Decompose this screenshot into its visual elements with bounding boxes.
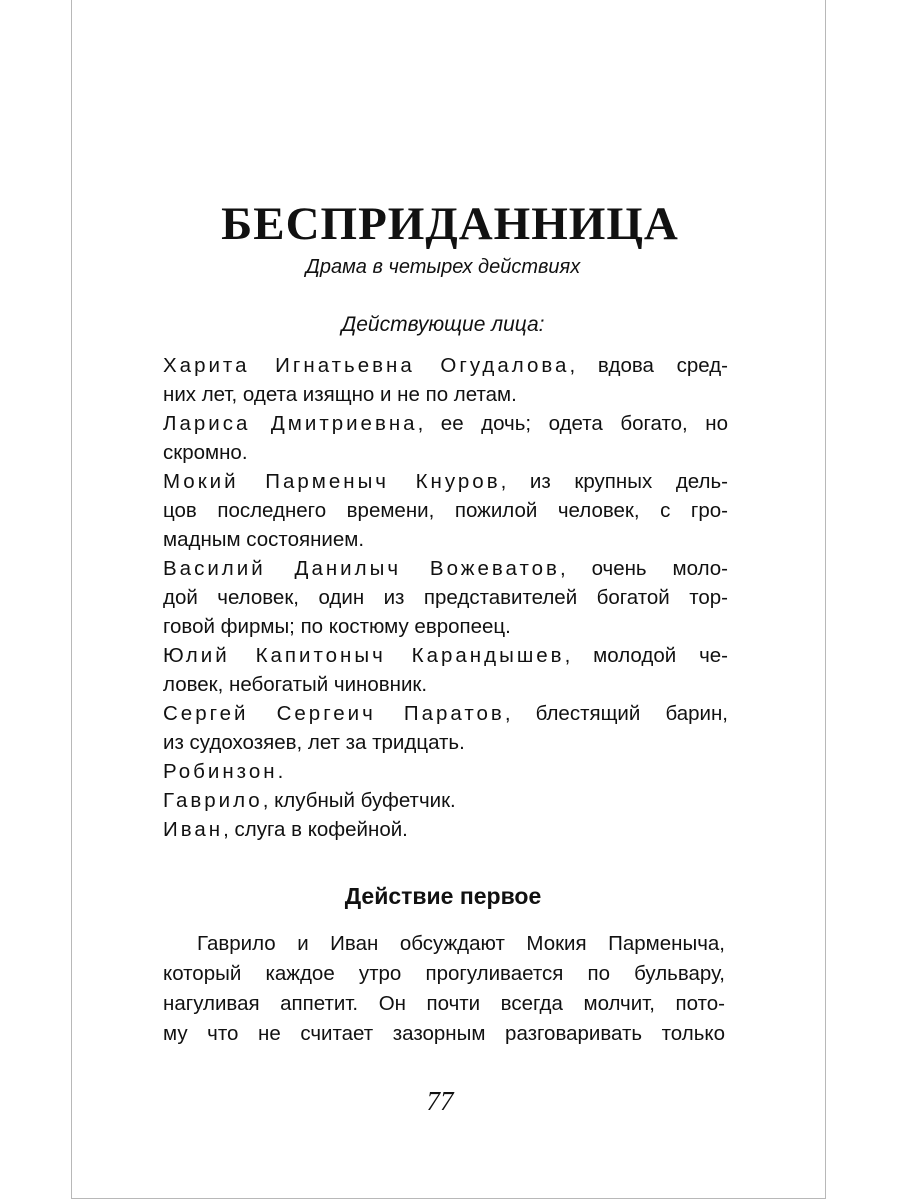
character-name: Иван [163,818,224,841]
cast-entry [163,554,728,641]
character-description: , из крупных дель- [500,470,728,493]
cast-entry [163,757,728,786]
cast-line: скромно. [163,441,248,464]
character-description: , ее дочь; одета богато, но [417,412,728,435]
paragraph-line: нагуливая аппетит. Он почти всегда молчит, пото- [163,992,725,1015]
cast-line: говой фирмы; по костюму европеец. [163,615,511,638]
character-name: Мокий Парменыч Кнуров [163,470,501,493]
character-name: Юлий Капитоныч Карандышев [163,644,565,667]
cast-line [163,641,728,670]
character-name: Сергей Сергеич Паратов [163,702,505,725]
play-subtitle: Драма в четырех действиях [305,256,581,278]
character-name: Василий Данилыч Вожеватов [163,557,560,580]
character-description: , молодой че- [564,644,729,667]
paragraph-line: Гаврило и Иван обсуждают Мокия Парменыча, [197,932,725,955]
cast-line [163,351,728,380]
cast-entry [163,351,728,409]
cast-line: ловек, небогатый чиновник. [163,673,428,696]
cast-line [163,554,728,583]
character-description: , блестящий барин, [504,702,728,725]
character-name: Лариса Дмитриевна [163,412,418,435]
cast-line [163,467,728,496]
character-description: . [277,760,284,783]
cast-entry [163,409,728,467]
cast-line [163,409,728,438]
cast-heading: Действующие лица: [341,313,545,336]
character-description: , очень моло- [559,557,728,580]
cast-entry [163,786,728,815]
character-name: Гаврило [163,789,263,812]
cast-entry [163,815,728,844]
cast-line [163,786,728,815]
cast-line: дой человек, один из представителей богатой тор- [163,586,728,609]
character-name: Харита Игнатьевна Огудалова [163,354,570,377]
cast-list [163,351,728,844]
cast-line: мадным состоянием. [163,528,365,551]
cast-line [163,815,728,844]
character-name: Робинзон [163,760,278,783]
cast-line: них лет, одета изящно и не по летам. [163,383,517,406]
play-title: БЕСПРИДАННИЦА [221,198,679,250]
act-heading: Действие первое [344,883,542,909]
cast-line [163,757,728,786]
act-summary-paragraph [163,929,725,1049]
character-description: , вдова сред- [569,354,728,377]
cast-line: цов последнего времени, пожилой человек, с гро- [163,499,728,522]
page-number: 77 [426,1086,454,1116]
cast-entry [163,467,728,554]
character-description: , слуга в кофейной. [223,818,408,841]
paragraph-line: му что не считает зазорным разговаривать только [163,1022,725,1045]
cast-line: из судохозяев, лет за тридцать. [163,731,465,754]
character-description: , клубный буфетчик. [262,789,456,812]
paragraph-line: который каждое утро прогуливается по бульвару, [163,962,725,985]
cast-line [163,699,728,728]
cast-entry [163,699,728,757]
cast-entry [163,641,728,699]
